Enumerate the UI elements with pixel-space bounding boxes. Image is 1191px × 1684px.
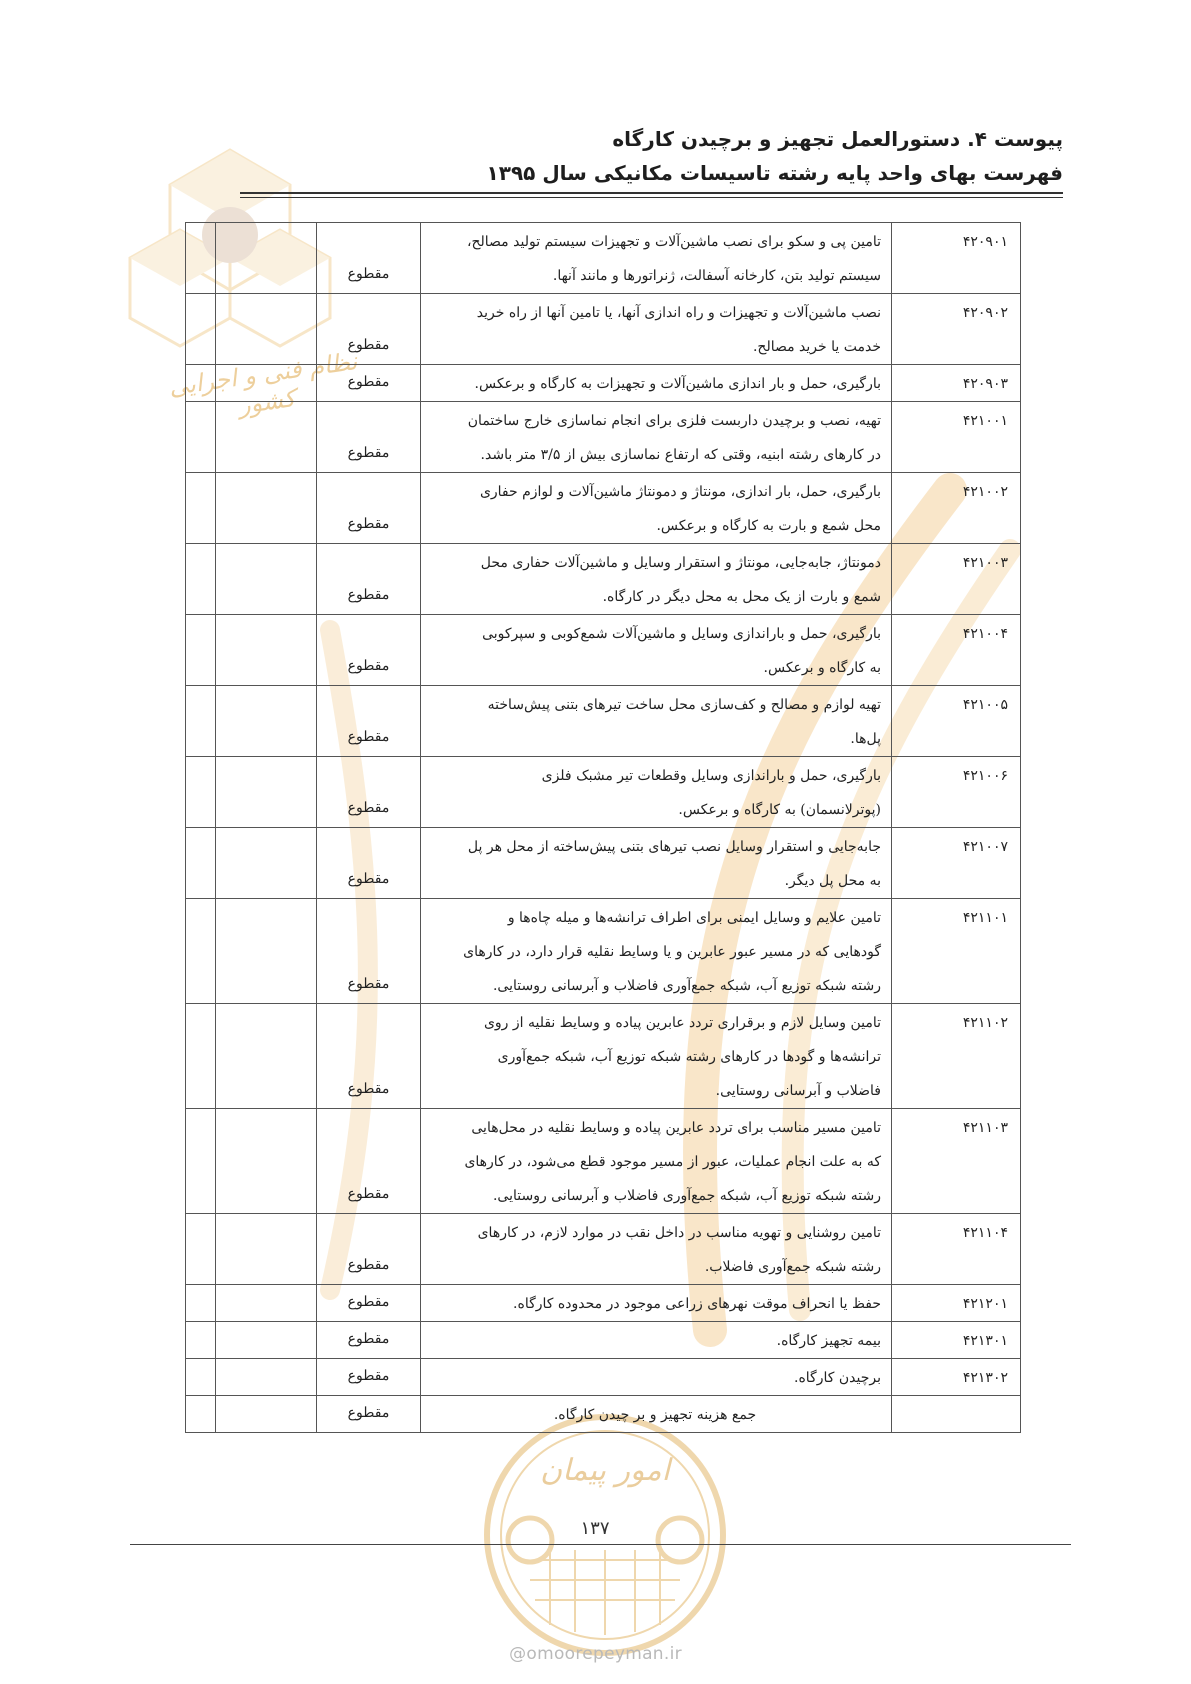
total-label: جمع هزینه تجهیز و بر چیدن کارگاه. [421,1396,892,1433]
item-code: ۴۲۰۹۰۲ [892,294,1021,365]
item-code: ۴۲۱۰۰۴ [892,615,1021,686]
site-watermark: @omoorepeyman.ir [509,1644,682,1664]
description-line: تامین پی و سکو برای نصب ماشین‌آلات و تجهیزات سیستم تولید مصالح، [466,234,881,250]
empty-cell [216,544,317,615]
table-row [186,1004,1021,1109]
item-description [421,365,892,402]
empty-cell [216,1396,317,1433]
item-unit: مقطوع [317,365,421,402]
item-description [421,402,892,473]
empty-cell [216,402,317,473]
total-row [186,1396,1021,1433]
watermark-text: نظام فنی و اجرایی کشور [167,347,359,420]
header-rule [240,192,1063,194]
item-unit: مقطوع [317,544,421,615]
item-description [421,1359,892,1396]
description-line: فاضلاب و آبرسانی روستایی. [715,1083,881,1099]
description-line: جابه‌جایی و استقرار وسایل نصب تیرهای بتنی پیش‌ساخته از محل هر پل [467,839,881,855]
item-unit: مقطوع [317,757,421,828]
empty-cell [186,828,216,899]
header-subtitle: فهرست بهای واحد پایه رشته تاسیسات مکانیکی سال ۱۳۹۵ [486,161,1063,185]
table-row [186,615,1021,686]
footer-rule [130,1544,1071,1545]
item-description [421,1322,892,1359]
item-description [421,686,892,757]
description-line: به کارگاه و برعکس. [763,660,881,676]
empty-cell [186,1004,216,1109]
description-line: بارگیری، حمل و باراندازی وسایل و ماشین‌آلات شمع‌کوبی و سپرکوبی [482,626,881,642]
item-unit: مقطوع [317,1109,421,1214]
item-unit: مقطوع [317,1322,421,1359]
item-code: ۴۲۱۰۰۵ [892,686,1021,757]
empty-cell [186,1214,216,1285]
empty-cell [892,1396,1021,1433]
description-line: تامین وسایل لازم و برقراری تردد عابرین پیاده و وسایط نقلیه از روی [483,1015,881,1031]
table-row [186,757,1021,828]
table-row [186,365,1021,402]
description-line: رشته شبکه توزیع آب، شبکه جمع‌آوری فاضلاب و آبرسانی روستایی. [492,978,881,994]
empty-cell [216,1004,317,1109]
item-description [421,828,892,899]
item-code: ۴۲۱۰۰۶ [892,757,1021,828]
item-unit: مقطوع [317,899,421,1004]
item-unit: مقطوع [317,615,421,686]
empty-cell [216,615,317,686]
item-description [421,223,892,294]
description-line: گودهایی که در مسیر عبور عابرین و یا وسایط نقلیه قرار دارد، در کارهای [463,944,881,960]
description-line: تهیه لوازم و مصالح و کف‌سازی محل ساخت تیرهای بتنی پیش‌ساخته [487,697,881,713]
item-code: ۴۲۱۰۰۳ [892,544,1021,615]
description-line: ترانشه‌ها و گودها در کارهای رشته شبکه توزیع آب، شبکه جمع‌آوری [497,1049,881,1065]
table-row [186,402,1021,473]
empty-cell [186,365,216,402]
table-row [186,473,1021,544]
empty-cell [186,402,216,473]
description-line: در کارهای رشته ابنیه، وقتی که ارتفاع نماسازی بیش از ۳/۵ متر باشد. [480,447,881,463]
description-line: بارگیری، حمل و بار اندازی ماشین‌آلات و تجهیزات به کارگاه و برعکس. [474,376,881,392]
empty-cell [216,1109,317,1214]
empty-cell [186,1359,216,1396]
item-unit: مقطوع [317,686,421,757]
item-description [421,473,892,544]
item-description [421,1285,892,1322]
item-description [421,544,892,615]
description-line: تامین مسیر مناسب برای تردد عابرین پیاده و وسایط نقلیه در محل‌هایی [471,1120,881,1136]
item-code: ۴۲۱۱۰۴ [892,1214,1021,1285]
table-row [186,899,1021,1004]
description-line: سیستم تولید بتن، کارخانه آسفالت، ژنراتورها و مانند آنها. [552,268,881,284]
item-unit: مقطوع [317,223,421,294]
description-line: به محل پل دیگر. [784,873,881,889]
empty-cell [186,1109,216,1214]
empty-cell [216,686,317,757]
description-line: که به علت انجام عملیات، عبور از مسیر موجود قطع می‌شود، در کارهای [464,1154,881,1170]
empty-cell [216,223,317,294]
item-code: ۴۲۱۱۰۱ [892,899,1021,1004]
table-row [186,544,1021,615]
item-code: ۴۲۱۳۰۲ [892,1359,1021,1396]
item-unit: مقطوع [317,402,421,473]
item-description [421,615,892,686]
total-unit: مقطوع [317,1396,421,1433]
table-row [186,223,1021,294]
empty-cell [216,294,317,365]
header-rule-thin [240,197,1063,198]
empty-cell [216,1322,317,1359]
item-unit: مقطوع [317,1359,421,1396]
item-description [421,757,892,828]
item-code: ۴۲۰۹۰۳ [892,365,1021,402]
item-description [421,1109,892,1214]
description-line: حفظ یا انحراف موقت نهرهای زراعی موجود در محدوده کارگاه. [513,1296,881,1312]
empty-cell [216,899,317,1004]
item-code: ۴۲۰۹۰۱ [892,223,1021,294]
empty-cell [186,223,216,294]
item-description [421,1004,892,1109]
description-line: نصب ماشین‌آلات و تجهیزات و راه اندازی آنها، یا تامین آنها از راه خرید [476,305,881,321]
seal-text: امور پیمان [540,1453,670,1488]
item-unit: مقطوع [317,1004,421,1109]
item-description [421,899,892,1004]
description-line: بیمه تجهیز کارگاه. [776,1333,881,1349]
empty-cell [216,1359,317,1396]
empty-cell [186,899,216,1004]
item-unit: مقطوع [317,1285,421,1322]
table-row [186,1322,1021,1359]
empty-cell [186,544,216,615]
item-unit: مقطوع [317,828,421,899]
description-line: شمع و بارت از یک محل به محل دیگر در کارگاه. [602,589,881,605]
description-line: (پوترلانسمان) به کارگاه و برعکس. [678,802,881,818]
description-line: رشته شبکه جمع‌آوری فاضلاب. [704,1259,881,1275]
table-row [186,1359,1021,1396]
empty-cell [186,757,216,828]
page-header [240,122,1063,190]
empty-cell [186,1396,216,1433]
item-description [421,1214,892,1285]
item-unit: مقطوع [317,473,421,544]
empty-cell [216,1214,317,1285]
empty-cell [186,615,216,686]
description-line: دمونتاژ، جابه‌جایی، مونتاژ و استقرار وسایل و ماشین‌آلات حفاری محل [480,555,881,571]
empty-cell [186,686,216,757]
description-line: بارگیری، حمل، بار اندازی، مونتاژ و دمونتاژ ماشین‌آلات و لوازم حفاری [479,484,881,500]
table-row [186,686,1021,757]
empty-cell [216,365,317,402]
item-unit: مقطوع [317,1214,421,1285]
table-row [186,1285,1021,1322]
description-line: خدمت یا خرید مصالح. [752,339,881,355]
description-line: بارگیری، حمل و باراندازی وسایل وقطعات تیر مشبک فلزی [541,768,881,784]
empty-cell [216,757,317,828]
item-code: ۴۲۱۱۰۲ [892,1004,1021,1109]
description-line: رشته شبکه توزیع آب، شبکه جمع‌آوری فاضلاب و آبرسانی روستایی. [492,1188,881,1204]
item-code: ۴۲۱۰۰۱ [892,402,1021,473]
table-row [186,1214,1021,1285]
table-row [186,828,1021,899]
item-unit: مقطوع [317,294,421,365]
description-line: محل شمع و بارت به کارگاه و برعکس. [656,518,881,534]
description-line: تهیه، نصب و برچیدن داربست فلزی برای انجام نماسازی خارج ساختمان [467,413,881,429]
description-line: تامین علایم و وسایل ایمنی برای اطراف ترانشه‌ها و میله چاه‌ها و [507,910,881,926]
description-line: تامین روشنایی و تهویه مناسب در داخل نقب در موارد لازم، در کارهای [477,1225,881,1241]
page-number: ۱۳۷ [580,1518,610,1539]
empty-cell [186,1322,216,1359]
empty-cell [216,828,317,899]
table-row [186,294,1021,365]
item-code: ۴۲۱۱۰۳ [892,1109,1021,1214]
header-title: پیوست ۴. دستورالعمل تجهیز و برچیدن کارگاه [612,127,1063,151]
item-code: ۴۲۱۰۰۲ [892,473,1021,544]
item-code: ۴۲۱۲۰۱ [892,1285,1021,1322]
item-code: ۴۲۱۳۰۱ [892,1322,1021,1359]
table-row [186,1109,1021,1214]
item-code: ۴۲۱۰۰۷ [892,828,1021,899]
empty-cell [216,473,317,544]
item-description [421,294,892,365]
price-items-table [185,222,1021,1433]
empty-cell [216,1285,317,1322]
empty-cell [186,294,216,365]
empty-cell [186,1285,216,1322]
description-line: پل‌ها. [850,731,881,747]
description-line: برچیدن کارگاه. [794,1370,881,1386]
empty-cell [186,473,216,544]
